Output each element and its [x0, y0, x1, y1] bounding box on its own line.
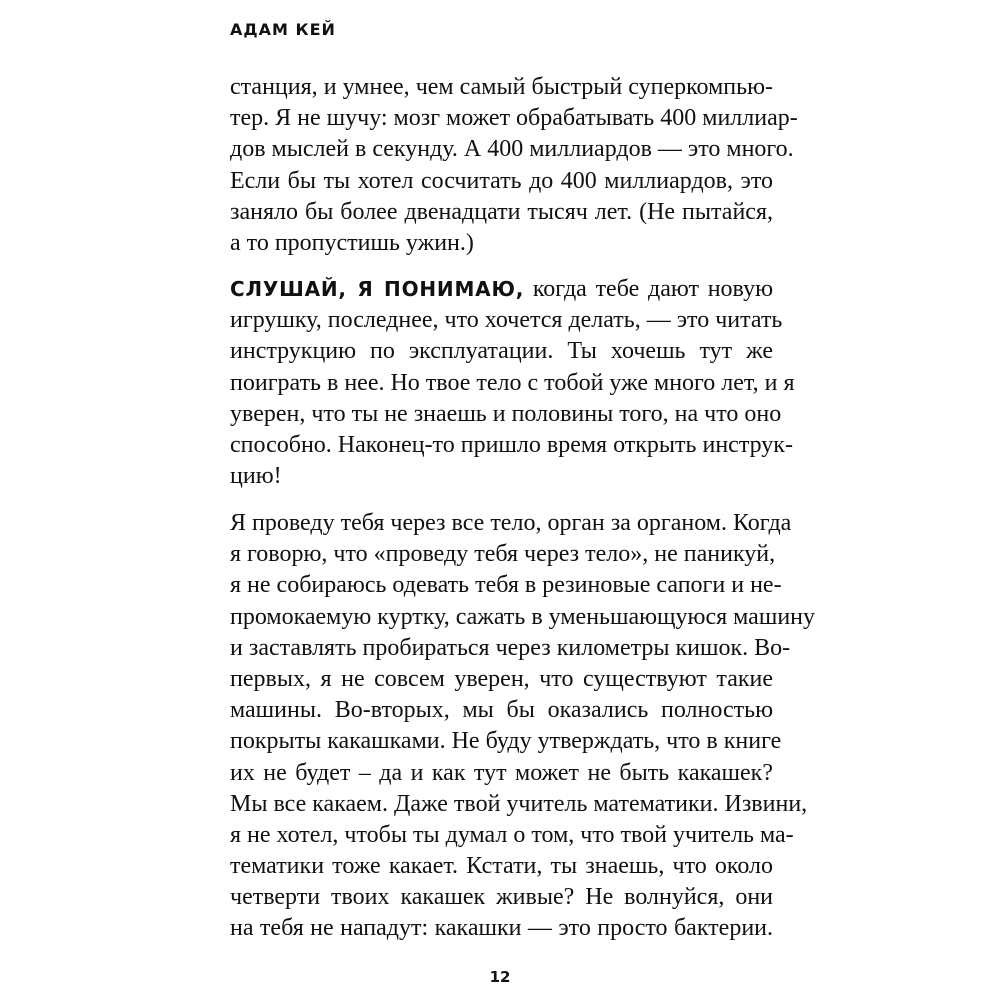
- paragraph-1-line: заняло бы более двенадцати тысяч лет. (Не пытайся,: [230, 198, 773, 225]
- paragraph-2-line: цию!: [230, 463, 282, 490]
- paragraph-2-line: поиграть в нее. Но твое тело с тобой уже много лет, и я: [230, 369, 795, 396]
- paragraph-3: [230, 508, 815, 945]
- paragraph-2-line: игрушку, последнее, что хочется делать, — это читать: [230, 307, 783, 334]
- paragraph-3-line: промокаемую куртку, сажать в уменьшающуюся машину: [230, 603, 815, 630]
- paragraph-1-line: дов мыслей в секунду. А 400 миллиардов — это много.: [230, 136, 794, 163]
- paragraph-3-line: Мы все какаем. Даже твой учитель математики. Извини,: [230, 790, 808, 817]
- paragraph-2-first-line-rest: когда тебе дают новую: [524, 276, 773, 302]
- paragraph-1-line: а то пропустишь ужин.): [230, 229, 474, 256]
- paragraph-3-line: покрыты какашками. Не буду утверждать, что в книге: [230, 728, 782, 755]
- paragraph-3-line: я не хотел, чтобы ты думал о том, что твой учитель ма-: [230, 821, 794, 848]
- paragraph-2: [230, 274, 795, 492]
- paragraph-2-line: уверен, что ты не знаешь и половины того, на что оно: [230, 400, 782, 427]
- paragraph-3-line: и заставлять пробираться через километры кишок. Во-: [230, 634, 791, 661]
- paragraph-1-line: станция, и умнее, чем самый быстрый суперкомпью-: [230, 74, 773, 100]
- paragraph-3-line: я говорю, что «проведу тебя через тело», не паникуй,: [230, 541, 776, 568]
- paragraph-1-line: тер. Я не шучу: мозг может обрабатывать 400 миллиар-: [230, 105, 798, 132]
- paragraph-2-lead-in: СЛУШАЙ, Я ПОНИМАЮ,: [230, 277, 525, 301]
- page-number: 12: [489, 968, 511, 986]
- paragraph-3-line: на тебя не нападут: какашки — это просто бактерии.: [230, 915, 773, 942]
- paragraph-3-line: машины. Во-вторых, мы бы оказались полностью: [230, 697, 773, 724]
- paragraph-2-line: способно. Наконец-то пришло время открыть инструк-: [230, 431, 793, 458]
- running-head-author: АДАМ КЕЙ: [230, 20, 336, 39]
- paragraph-3-line: четверти твоих какашек живые? Не волнуйся, они: [230, 884, 773, 911]
- paragraph-2-first-line: [230, 274, 773, 305]
- paragraph-3-line: я не собираюсь одевать тебя в резиновые сапоги и не-: [230, 572, 782, 599]
- paragraph-3-line: их не будет – да и как тут может не быть какашек?: [230, 759, 773, 786]
- paragraph-3-line: Я проведу тебя через все тело, орган за органом. Когда: [230, 510, 792, 536]
- paragraph-1: [230, 72, 798, 259]
- paragraph-2-line: инструкцию по эксплуатации. Ты хочешь тут же: [230, 338, 773, 365]
- paragraph-1-line: Если бы ты хотел сосчитать до 400 миллиардов, это: [230, 167, 773, 194]
- paragraph-3-line: первых, я не совсем уверен, что существуют такие: [230, 665, 773, 692]
- paragraph-3-line: тематики тоже какает. Кстати, ты знаешь, что около: [230, 853, 773, 880]
